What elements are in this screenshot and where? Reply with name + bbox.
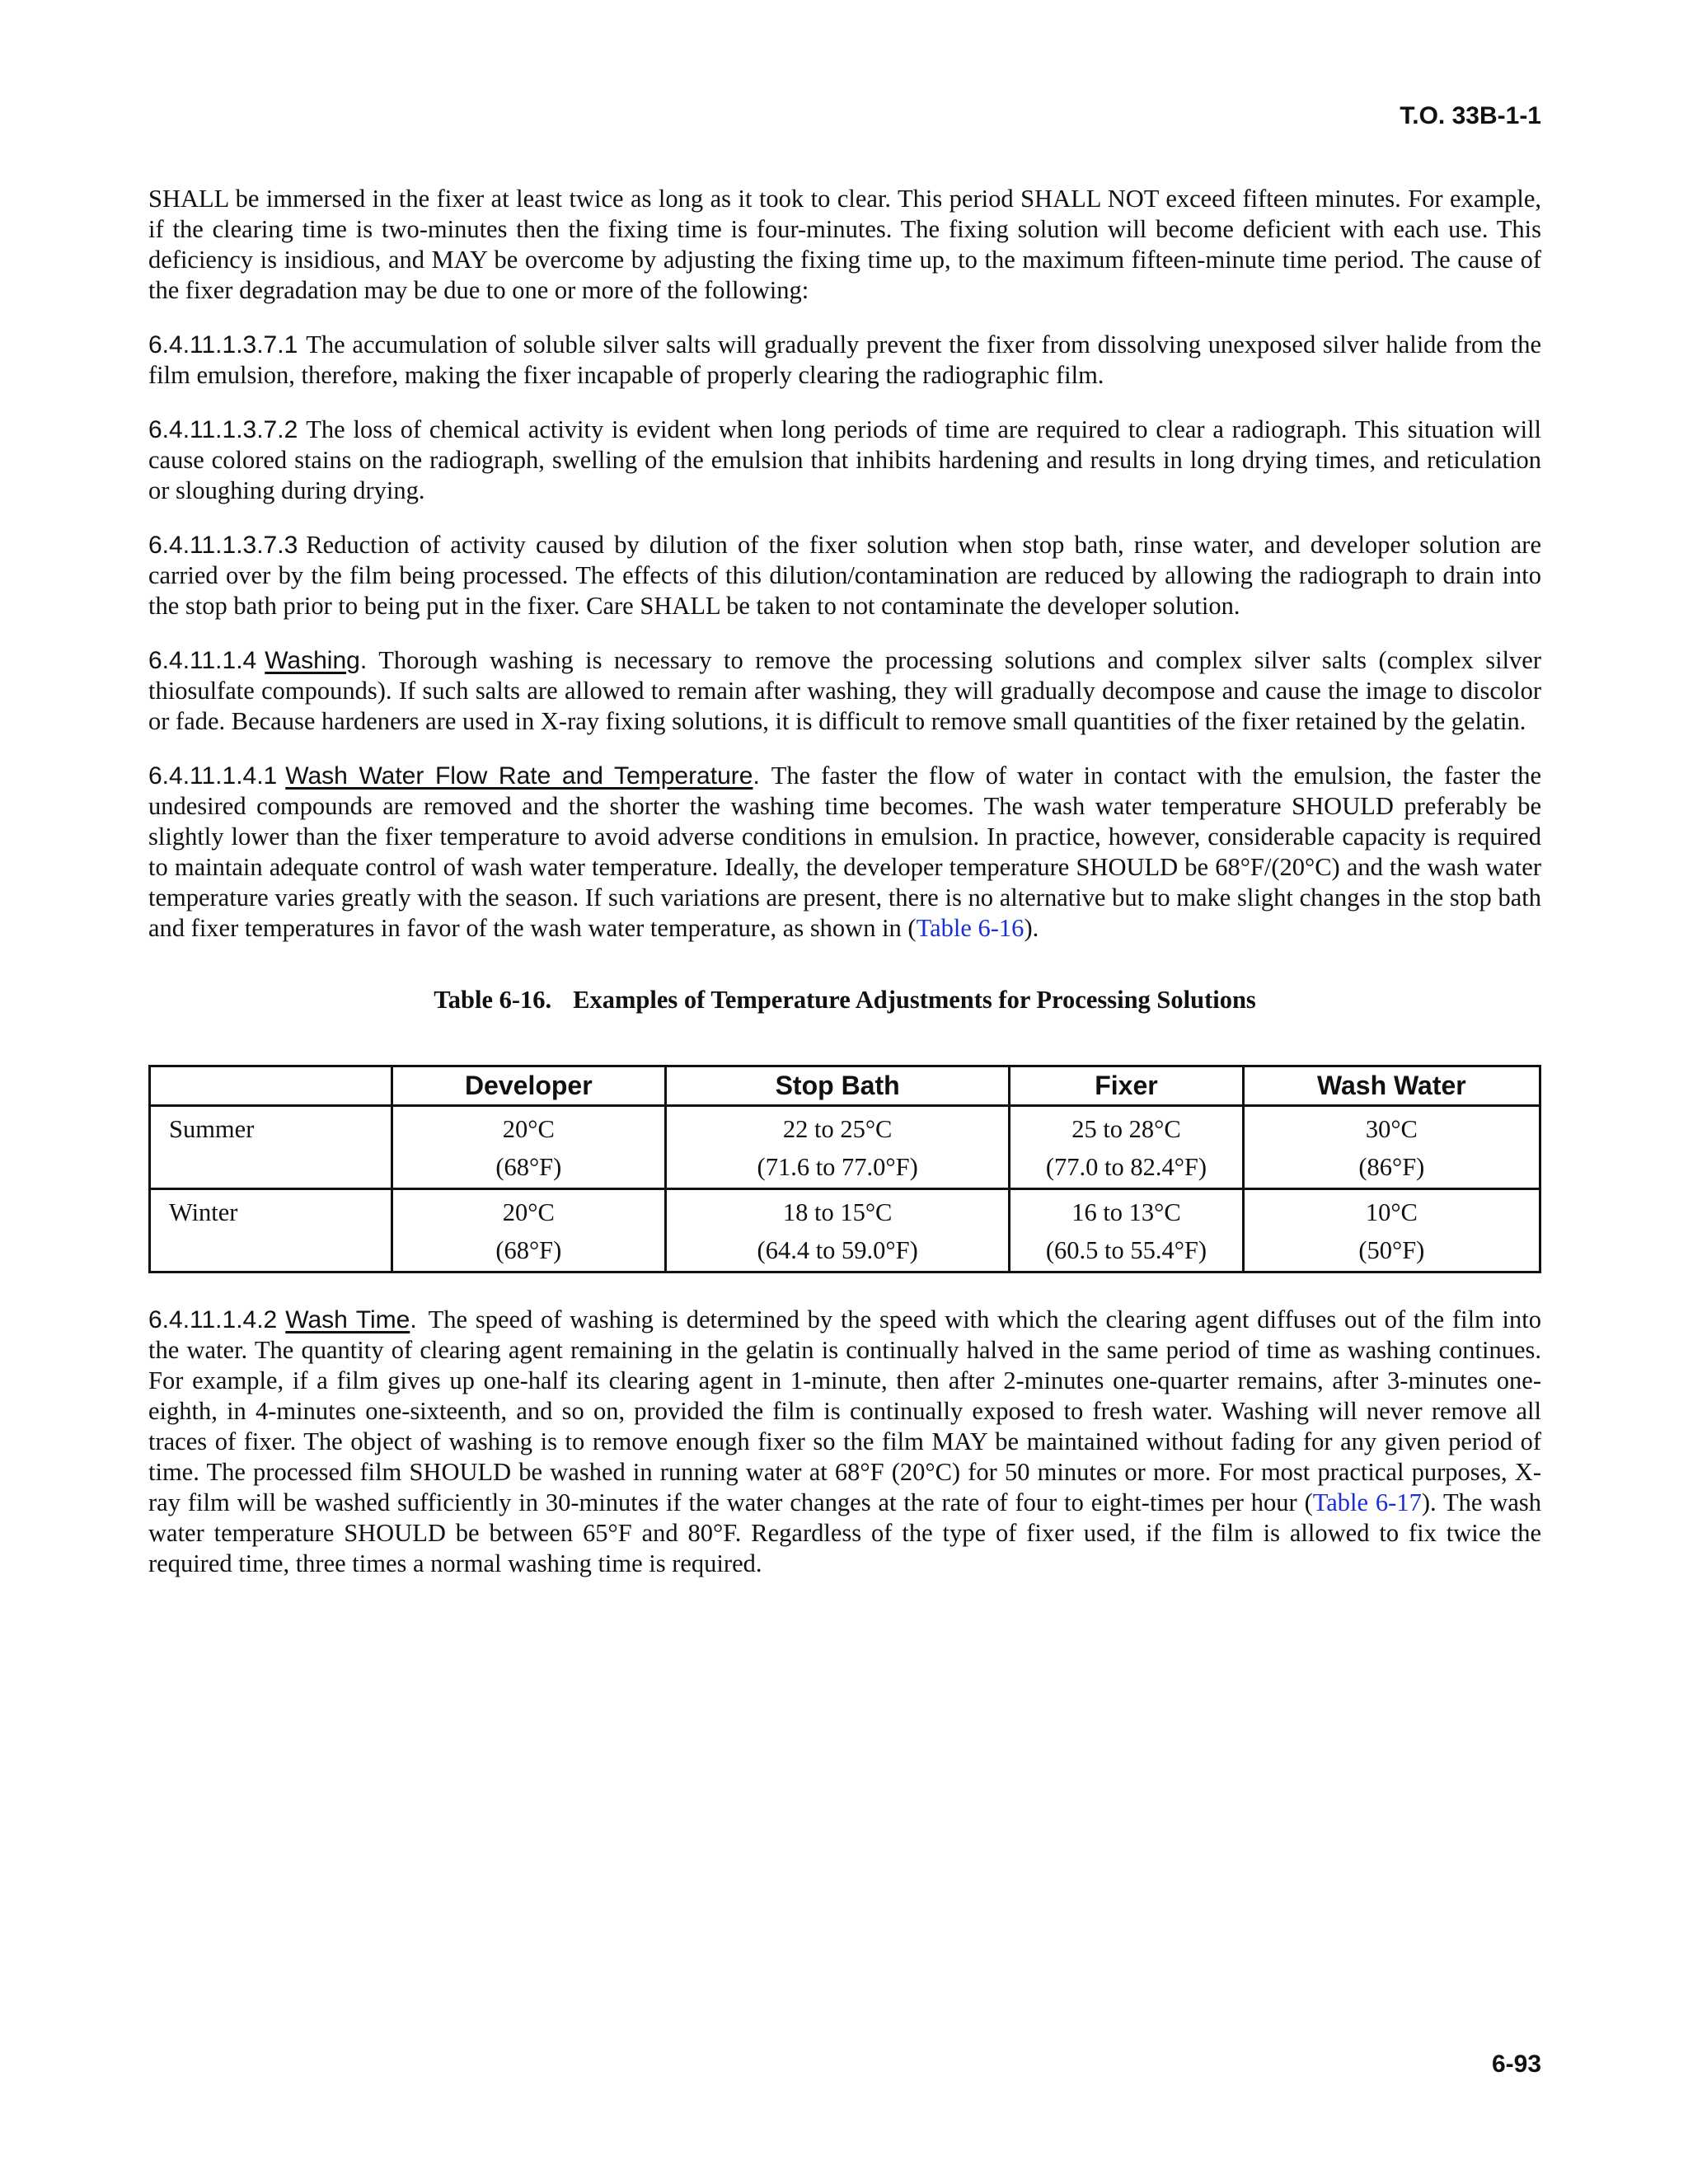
fahrenheit-value: (86°F) (1358, 1153, 1425, 1181)
table-row (150, 1189, 1540, 1272)
table-cell (1243, 1189, 1540, 1272)
paragraph-text: The accumulation of soluble silver salts will gradually prevent the fixer from dissolving unexposed silver halide from the film emulsion, therefore, making the fixer incapable of properly clearing the radiographic film. (148, 330, 1541, 389)
paragraph-text: The speed of washing is determined by the speed with which the clearing agent diffuses out of the film into the water. The quantity of clearing agent remaining in the gelatin is continually halved in the same period of time as washing continues. For example, if a film gives up one-half its clearing agent in 1-minute, then after 2-minutes one-quarter remains, after 3-minutes one-eighth, in 4-minutes one-sixteenth, and so on, provided the film is continually exposed to fresh water. Washing will never remove all traces of fixer. The object of washing is to remove enough fixer so the film MAY be maintained without fading for any given period of time. The processed film SHOULD be washed in running water at 68°F (20°C) for 50 minutes or more. For most practical purposes, X-ray film will be washed sufficiently in 30-minutes if the water changes at the rate of four to eight-times per hour ( (148, 1305, 1541, 1516)
paragraph-title: Washing (265, 647, 360, 674)
paragraph-text: Thorough washing is necessary to remove the processing solutions and complex silver salts (complex silver thiosulfate compounds). If such salts are allowed to remain after washing, they will gradually decompose and cause the image to discolor or fade. Because hardeners are used in X-ray fixing solutions, it is difficult to remove small quantities of the fixer retained by the gelatin. (148, 646, 1541, 735)
paragraph-text: The faster the flow of water in contact with the emulsion, the faster the undesired compounds are removed and the shorter the washing time becomes. The wash water temperature SHOULD preferably be slightly lower than the fixer temperature to avoid adverse conditions in emulsion. In practice, however, considerable capacity is required to maintain adequate control of wash water temperature. Ideally, the developer temperature SHOULD be 68°F/(20°C) and the wash water temperature varies greatly with the season. If such variations are present, there is no alternative but to make slight changes in the stop bath and fixer temperatures in favor of the wash water temperature, as shown in ( (148, 762, 1541, 942)
header-cell: Fixer (1010, 1066, 1244, 1106)
paragraph-number: 6.4.11.1.3.7.3 (148, 532, 298, 559)
table-title: Examples of Temperature Adjustments for Processing Solutions (573, 986, 1256, 1014)
paragraph-number: 6.4.11.1.3.7.1 (148, 331, 298, 359)
paragraph-tail: ). The wash water temperature SHOULD be between 65°F and 80°F. Regardless of the type of fixer used, if the film is allowed to fix twice the required time, three times a normal washing time is required. (148, 1488, 1541, 1577)
celsius-value: 20°C (502, 1115, 555, 1143)
table-row (150, 1106, 1540, 1189)
paragraph-title: Wash Time (285, 1306, 410, 1333)
paragraph-6-4-11-1-3-7-3 (148, 530, 1541, 621)
document-number: T.O. 33B-1-1 (1400, 102, 1541, 129)
fahrenheit-value: (68°F) (495, 1236, 562, 1264)
table-cell (1010, 1189, 1244, 1272)
celsius-value: 10°C (1365, 1198, 1418, 1226)
header-cell: Stop Bath (666, 1066, 1010, 1106)
paragraph-number: 6.4.11.1.4 (148, 647, 257, 674)
page-body (148, 184, 1541, 1603)
table-cell (1243, 1106, 1540, 1189)
paragraph-6-4-11-1-4 (148, 645, 1541, 737)
paragraph-tail: ). (1024, 914, 1039, 942)
table-cell (666, 1189, 1010, 1272)
header-cell: Wash Water (1243, 1066, 1540, 1106)
title-period: . (753, 762, 760, 790)
table-caption (148, 985, 1541, 1015)
paragraph-6-4-11-1-3-7-2 (148, 415, 1541, 506)
header-cell: Developer (392, 1066, 666, 1106)
title-period: . (410, 1306, 417, 1333)
celsius-value: 30°C (1365, 1115, 1418, 1143)
paragraph-text: Reduction of activity caused by dilution of the fixer solution when stop bath, rinse water, and developer solution are carried over by the film being processed. The effects of this dilution/contamination are reduced by allowing the radiograph to drain into the stop bath prior to being put in the fixer. Care SHALL be taken to not contaminate the developer solution. (148, 531, 1541, 620)
title-period: . (359, 647, 368, 674)
paragraph-text: The loss of chemical activity is evident when long periods of time are required to clear a radiograph. This situation will cause colored stains on the radiograph, swelling of the emulsion that inhibits hardening and results in long drying times, and reticulation or sloughing during drying. (148, 415, 1541, 504)
table-cell (392, 1106, 666, 1189)
fahrenheit-value: (64.4 to 59.0°F) (757, 1236, 918, 1264)
table-header-row (150, 1066, 1540, 1106)
table-cell (666, 1106, 1010, 1189)
table-cell (392, 1189, 666, 1272)
page-number: 6-93 (1491, 2050, 1541, 2078)
table-6-17-link[interactable]: Table 6-17 (1312, 1488, 1422, 1516)
paragraph-number: 6.4.11.1.4.2 (148, 1306, 278, 1333)
paragraph-number: 6.4.11.1.4.1 (148, 762, 278, 790)
fahrenheit-value: (60.5 to 55.4°F) (1045, 1236, 1207, 1264)
table-cell (1010, 1106, 1244, 1189)
paragraph-6-4-11-1-4-1 (148, 761, 1541, 944)
fahrenheit-value: (71.6 to 77.0°F) (757, 1153, 918, 1181)
table-number: Table 6-16. (434, 986, 552, 1014)
intro-paragraph: SHALL be immersed in the fixer at least twice as long as it took to clear. This period SHALL NOT exceed fifteen minutes. For example, if the clearing time is two-minutes then the fixing time is four-minutes. The fixing solution will become deficient with each use. This deficiency is insidious, and MAY be overcome by adjusting the fixing time up, to the maximum fifteen-minute time period. The cause of the fixer degradation may be due to one or more of the following: (148, 185, 1541, 304)
fahrenheit-value: (50°F) (1358, 1236, 1425, 1264)
celsius-value: 18 to 15°C (782, 1198, 893, 1226)
header-cell (150, 1066, 392, 1106)
celsius-value: 16 to 13°C (1071, 1198, 1181, 1226)
paragraph-6-4-11-1-4-2 (148, 1305, 1541, 1579)
celsius-value: 20°C (502, 1198, 555, 1226)
paragraph-6-4-11-1-3-7-1 (148, 330, 1541, 391)
paragraph-number: 6.4.11.1.3.7.2 (148, 416, 298, 443)
celsius-value: 22 to 25°C (782, 1115, 893, 1143)
season-cell: Summer (150, 1106, 392, 1189)
celsius-value: 25 to 28°C (1071, 1115, 1181, 1143)
paragraph-title: Wash Water Flow Rate and Temperature (285, 762, 753, 790)
fahrenheit-value: (68°F) (495, 1153, 562, 1181)
temperature-adjustments-table (148, 1065, 1541, 1273)
table-6-16-link[interactable]: Table 6-16 (916, 914, 1025, 942)
season-cell: Winter (150, 1189, 392, 1272)
fahrenheit-value: (77.0 to 82.4°F) (1045, 1153, 1207, 1181)
